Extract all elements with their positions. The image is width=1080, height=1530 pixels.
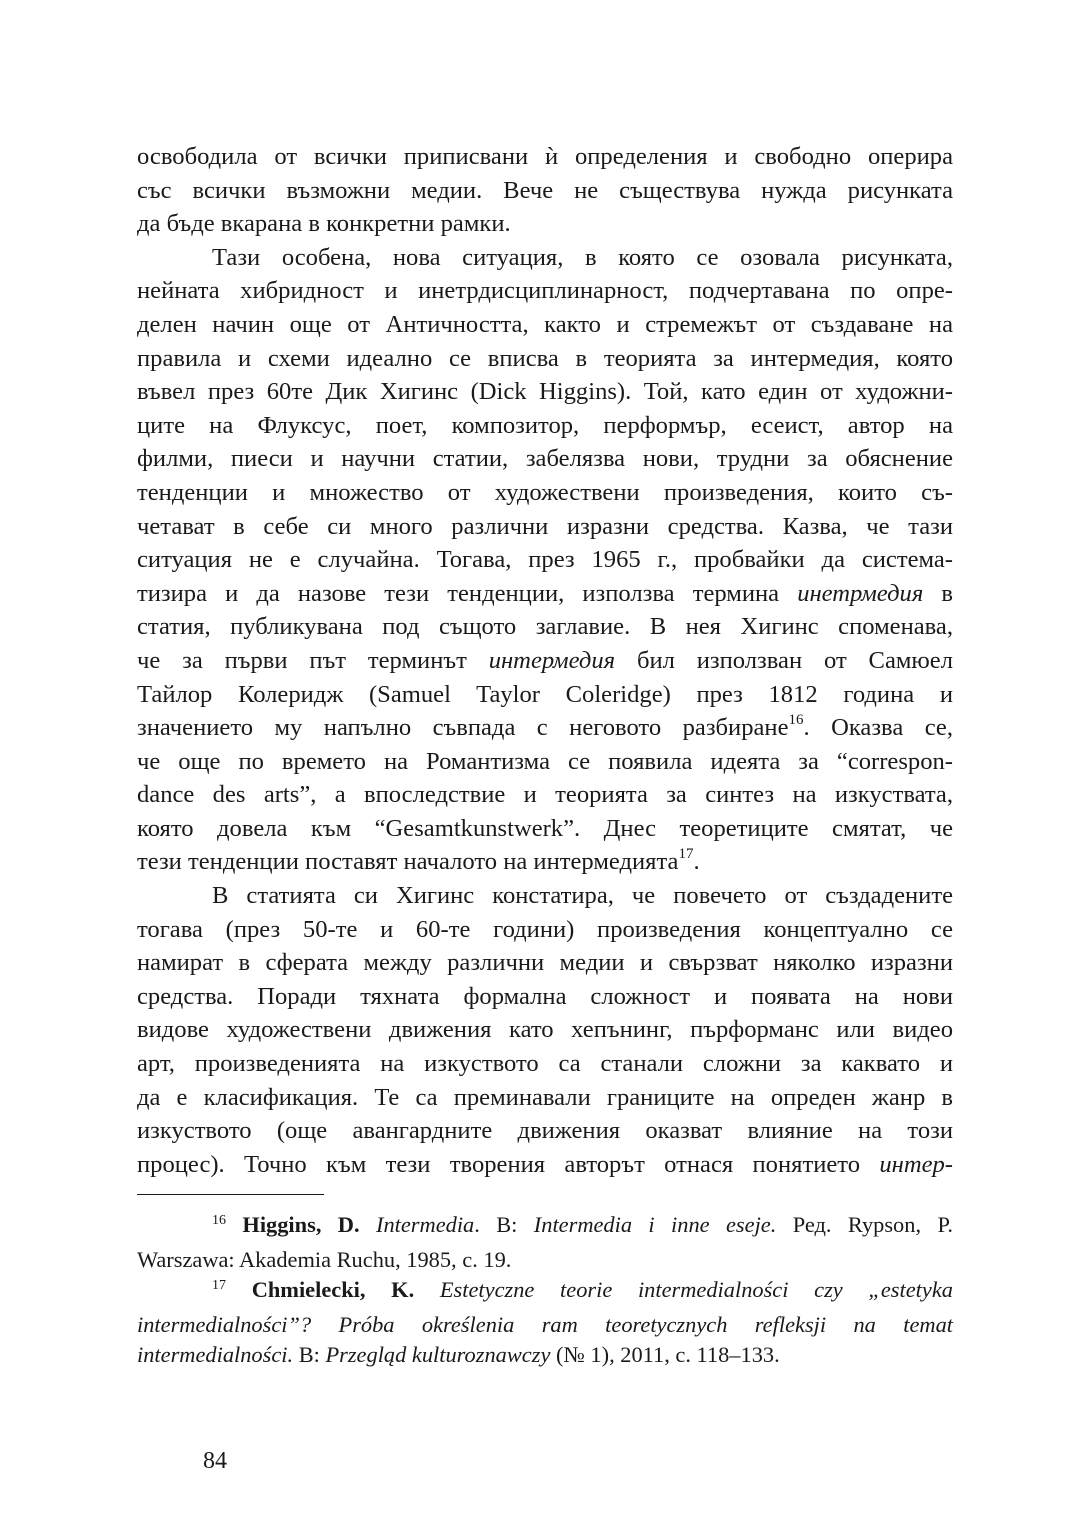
text-line: Тази особена, нова ситуация, в която се озовала рисунката, bbox=[212, 243, 953, 271]
text-line bbox=[137, 711, 953, 745]
text-line: да бъде вкарана в конкретни рамки. bbox=[137, 210, 511, 238]
text-segment: значението му напълно съвпада с неговото разбиране bbox=[137, 714, 789, 742]
text-line: ците на Флуксус, поет, композитор, перформър, есеист, автор на bbox=[137, 411, 953, 439]
text-segment: . bbox=[693, 848, 700, 876]
text-line: делен начин още от Античността, както и стремежът от създаване на bbox=[137, 310, 953, 338]
text-line: видове художествени движения като хепънинг, пърформанс или видео bbox=[137, 1016, 953, 1044]
text-line bbox=[137, 577, 953, 611]
footnote-16 bbox=[137, 1210, 953, 1275]
footnote-title: intermedialności. bbox=[137, 1342, 294, 1367]
text-line: със всички възможни медии. Вече не съществува нужда рисунката bbox=[137, 176, 953, 204]
text-segment: Ред. Rypson, P. bbox=[776, 1212, 954, 1237]
text-line: да е класификация. Те са преминавали границите на опреден жанр в bbox=[137, 1083, 953, 1111]
text-line: правила и схеми идеално се вписва в теорията за интермедия, която bbox=[137, 344, 953, 372]
term-emphasis: инетрмедия bbox=[797, 579, 924, 607]
text-line: ситуация не е случайна. Тогава, през 1965 г., пробвайки да система- bbox=[137, 546, 953, 574]
footnote-17 bbox=[137, 1275, 953, 1371]
text-segment: , bbox=[609, 1342, 615, 1367]
text-segment: . Оказва се, bbox=[803, 714, 953, 742]
footnote-journal: Przegląd kulturoznawczy bbox=[325, 1342, 551, 1367]
footnote-line: Warszawa: Akademia Ruchu, 1985, с. 19. bbox=[137, 1246, 512, 1272]
text-line: четават в себе си много различни изразни средства. Казва, че тази bbox=[137, 512, 953, 540]
footnote-book: Intermedia i inne eseje. bbox=[533, 1212, 777, 1237]
text-line: освободила от всички приписвани ѝ определения и свободно оперира bbox=[137, 143, 953, 170]
footnote-line bbox=[137, 1275, 953, 1310]
text-segment: 2011, с. 118–133. bbox=[614, 1342, 780, 1367]
footnote-line bbox=[137, 1340, 953, 1371]
term-emphasis: интермедия bbox=[488, 646, 616, 674]
footnote-ref-16[interactable]: 16 bbox=[788, 711, 804, 728]
footnote-line bbox=[137, 1310, 953, 1341]
text-line: Тайлор Колеридж (Samuel Taylor Coleridge) през 1812 година и bbox=[137, 680, 953, 708]
text-segment: бил използван от Самюел bbox=[615, 646, 953, 674]
text-line: че още по времето на Романтизма се появила идеята за “correspon- bbox=[137, 747, 953, 775]
footnote-number: 16 bbox=[212, 1213, 226, 1228]
footnote-line bbox=[137, 1210, 953, 1245]
text-line: изкуството (още авангардните движения оказват влияние на този bbox=[137, 1117, 953, 1145]
footnote-author: Higgins, D. bbox=[242, 1212, 360, 1237]
footnote-title: Intermedia bbox=[376, 1212, 475, 1237]
text-line bbox=[137, 644, 953, 678]
text-line: намират в сферата между различни медии и свързват няколко изразни bbox=[137, 949, 953, 977]
text-segment: тези тенденции поставят началото на интермедията bbox=[137, 848, 679, 876]
text-line: средства. Поради тяхната формална сложност и появата на нови bbox=[137, 982, 953, 1010]
text-line bbox=[137, 845, 953, 879]
footnote-title: intermedialności”? Próba określenia ram teoretycznych refleksji na temat bbox=[137, 1311, 953, 1337]
footnote-separator bbox=[137, 1194, 324, 1195]
footnote-author: Chmielecki, K. bbox=[251, 1277, 415, 1302]
text-segment: в bbox=[923, 579, 953, 607]
text-segment: тизира и да назове тези тенденции, използва термина bbox=[137, 579, 798, 607]
footnotes bbox=[137, 1210, 953, 1371]
paragraph-3 bbox=[137, 879, 953, 1181]
text-line: арт, произведенията на изкуството са станали сложни за каквато и bbox=[137, 1050, 953, 1078]
text-segment: В: bbox=[293, 1342, 326, 1367]
text-line: нейната хибридност и инетрдисциплинарност, подчертавана по опре- bbox=[137, 277, 953, 305]
text-line: В статията си Хигинс констатира, че повечето от създадените bbox=[212, 882, 953, 910]
text-line: която довела към “Gesamtkunstwerk”. Днес теоретиците смятат, че bbox=[137, 814, 953, 842]
text-segment: (№ 1) bbox=[550, 1342, 610, 1367]
footnote-number: 17 bbox=[212, 1278, 226, 1293]
text-line: филми, пиеси и научни статии, забелязва нови, трудни за обяснение bbox=[137, 445, 953, 473]
text-line: въвел през 60те Дик Хигинс (Dick Higgins). Той, като един от художни- bbox=[137, 378, 953, 406]
text-line: dance des arts”, а впоследствие и теорията за синтез на изкуствата, bbox=[137, 781, 953, 809]
text-line: тенденции и множество от художествени произведения, които съ- bbox=[137, 478, 953, 506]
page-number: 84 bbox=[203, 1448, 227, 1474]
footnote-title: Estetyczne teorie intermedialności czy „estetyka bbox=[439, 1277, 953, 1302]
text-line: тогава (през 50-те и 60-те години) произведения концептуално се bbox=[137, 915, 953, 943]
text-segment: че за първи път терминът bbox=[137, 646, 489, 674]
text-segment: процес). Точно към тези творения авторът отнася понятието bbox=[137, 1150, 880, 1178]
paragraph-2 bbox=[137, 241, 953, 879]
text-line bbox=[137, 1148, 953, 1182]
paragraph-1 bbox=[137, 140, 953, 241]
footnote-ref-17[interactable]: 17 bbox=[678, 846, 694, 863]
term-emphasis: интер- bbox=[879, 1150, 953, 1178]
main-text bbox=[137, 140, 953, 1181]
text-segment: . В: bbox=[474, 1212, 534, 1237]
text-line: статия, публикувана под същото заглавие. В нея Хигинс споменава, bbox=[137, 613, 953, 641]
